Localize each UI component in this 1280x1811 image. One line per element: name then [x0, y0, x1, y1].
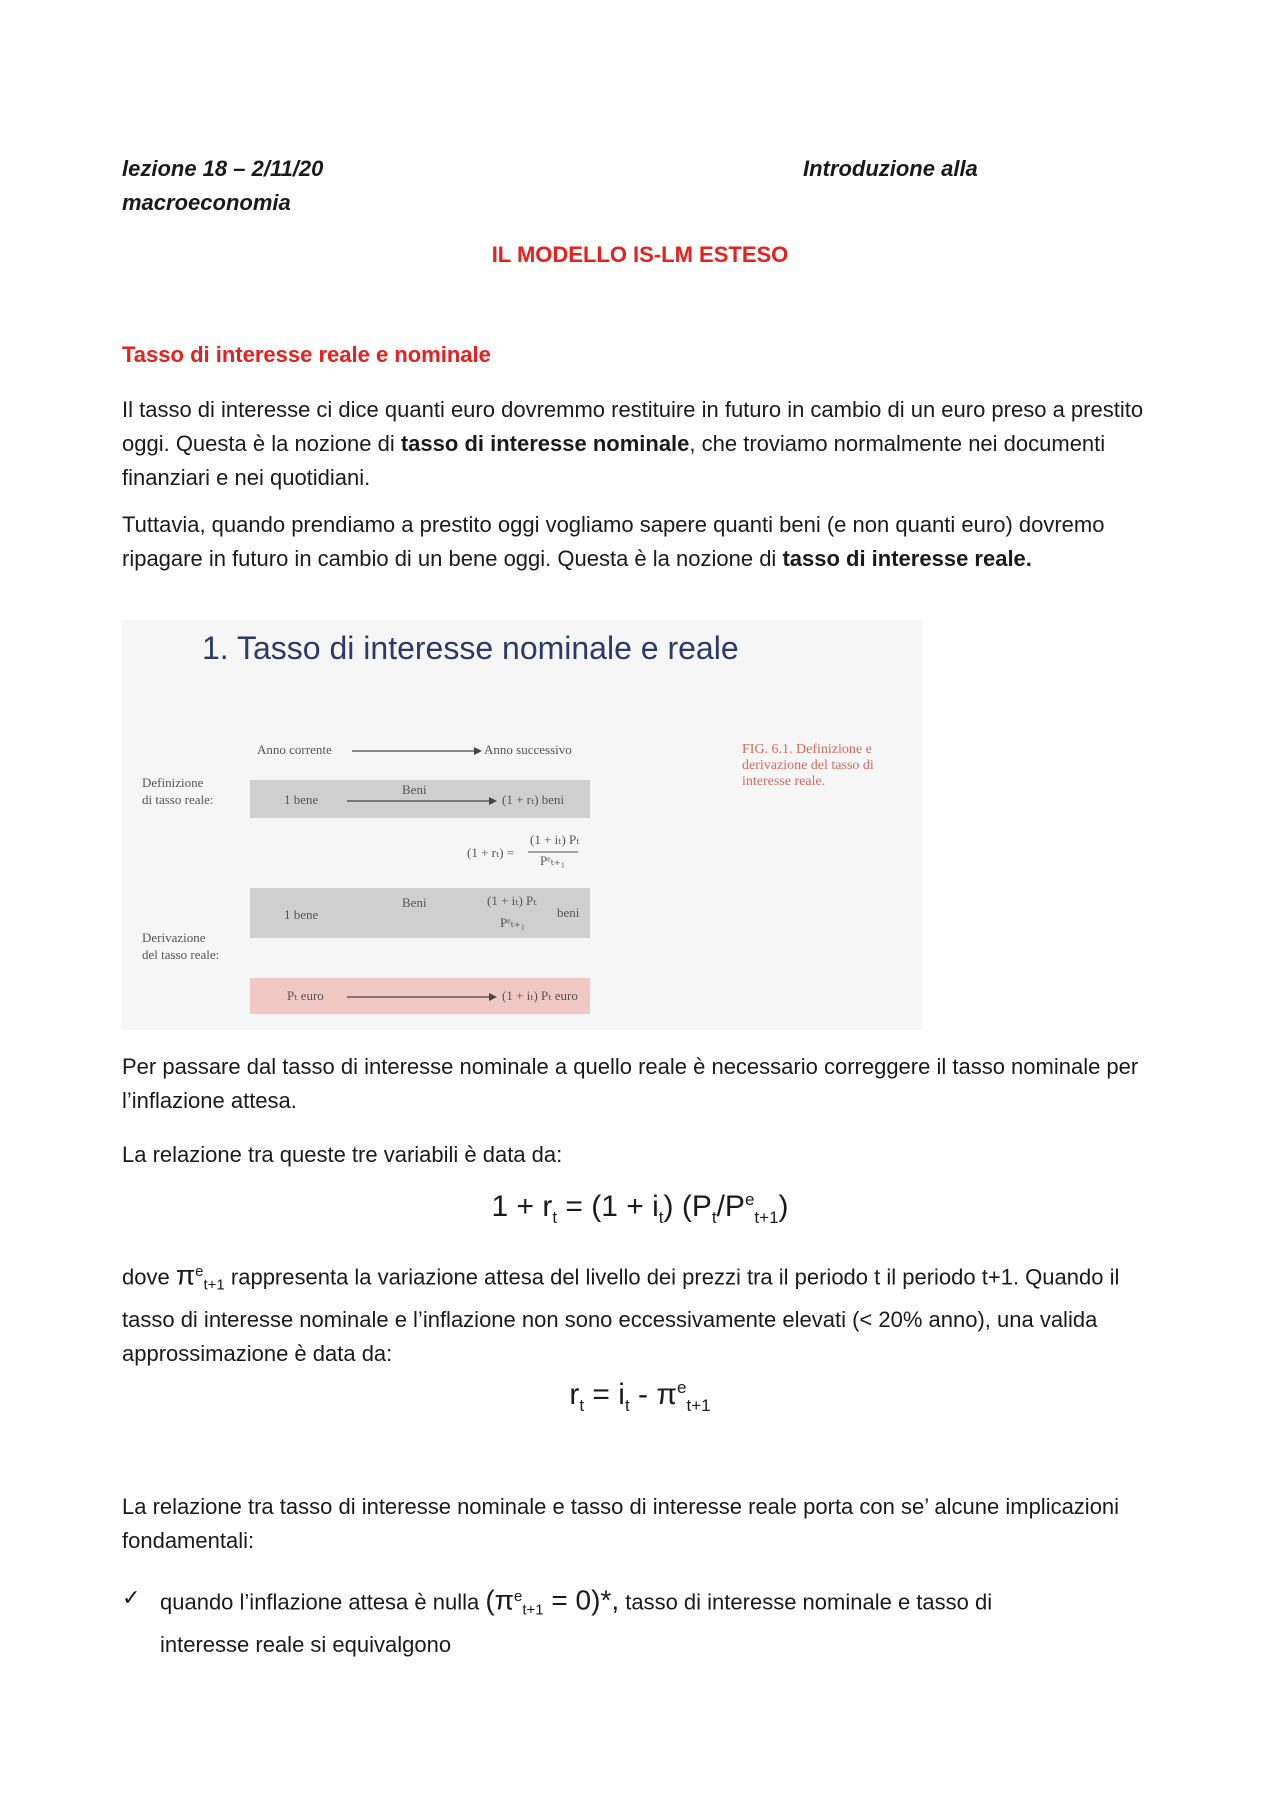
section-title: Tasso di interesse reale e nominale	[122, 342, 491, 367]
figure-title: 1. Tasso di interesse nominale e reale	[202, 630, 739, 666]
label-beni-1: Beni	[402, 782, 427, 797]
label-bene-2: 1 bene	[284, 907, 319, 922]
label-anno-corrente: Anno corrente	[257, 742, 332, 757]
label-derivazione: Derivazione	[142, 930, 206, 945]
header-course: Introduzione alla	[803, 156, 978, 181]
label-pt-euro: Pₜ euro	[287, 988, 324, 1003]
caption-line-3: interesse reale.	[742, 774, 826, 789]
figure-interest-rates	[122, 620, 922, 1030]
paragraph-nominal	[122, 393, 1172, 495]
equation-left: (1 + rₜ) =	[467, 845, 515, 860]
main-title: IL MODELLO IS-LM ESTESO	[491, 242, 789, 267]
p2-bold: tasso di interesse reale.	[782, 546, 1032, 571]
caption-line-2: derivazione del tasso di	[742, 758, 874, 773]
label-beni-2: Beni	[402, 895, 427, 910]
equation-numerator: (1 + iₜ) Pₜ	[530, 832, 580, 847]
bracket-denominator: Pᵉₜ₊₁	[500, 915, 526, 930]
p1-text-a: Il tasso di interesse ci dice quanti euro dovremmo restituire in futuro in cambio di un euro preso a prestito oggi. Questa è la nozione di	[122, 397, 1144, 456]
label-del-tasso-reale: del tasso reale:	[142, 947, 220, 962]
check-icon: ✓	[122, 1585, 141, 1610]
formula-exact: $1 + r_t = (1 + i_t)$ $(P_t/P^e_{t+1})$	[491, 1190, 789, 1227]
paragraph-pi-definition: dove $\pi^e_{t+1}$ rappresenta la variazione attesa del livello dei prezzi tra il periodo t il periodo t+1. Quando il tasso di interesse nominale e l’inflazione non sono eccessivamente elevati (< 20% anno), una valida approssimazione è data da:	[122, 1259, 1120, 1366]
bullet-item-1: quando l’inflazione attesa è nulla $(\pi^e_{t+1} = 0)*$, tasso di interesse nominale e tasso di interesse reale si equivalgono	[160, 1584, 993, 1657]
label-di-tasso-reale: di tasso reale:	[142, 792, 214, 807]
header-lesson: lezione 18 – 2/11/20	[122, 156, 324, 181]
label-result-euro: (1 + iₜ) Pₜ euro	[502, 988, 578, 1003]
arrow-right-icon	[347, 991, 497, 1003]
equation-denominator: Pᵉₜ₊₁	[540, 853, 566, 868]
formula-approx: $r_t = i_t - \pi^e_{t+1}$	[569, 1378, 711, 1415]
paragraph-implications: La relazione tra tasso di interesse nominale e tasso di interesse reale porta con se’ alcune implicazioni fondamentali:	[122, 1494, 1120, 1553]
paragraph-correction: Per passare dal tasso di interesse nominale a quello reale è necessario correggere il tasso nominale per l’inflazione attesa.	[122, 1054, 1139, 1113]
bracket-numerator: (1 + iₜ) Pₜ	[487, 893, 537, 908]
paragraph-relation: La relazione tra queste tre variabili è data da:	[122, 1142, 563, 1167]
label-bene-1: 1 bene	[284, 792, 319, 807]
label-anno-successivo: Anno successivo	[484, 742, 572, 757]
header-course-cont: macroeconomia	[122, 190, 291, 215]
arrow-right-icon	[352, 745, 482, 757]
arrow-right-icon	[347, 795, 497, 807]
caption-line-1: FIG. 6.1. Definizione e	[742, 742, 872, 757]
p1-text-c: , che troviamo normalmente nei documenti finanziari e nei quotidiani.	[122, 431, 1106, 490]
p2-text-a: Tuttavia, quando prendiamo a prestito oggi vogliamo sapere quanti beni (e non quanti euro) dovremo ripagare in futuro in cambio di un bene oggi. Questa è la nozione di	[122, 512, 1105, 571]
label-result-beni: (1 + rₜ) beni	[502, 792, 565, 807]
label-beni-after: beni	[557, 905, 580, 920]
p1-bold: tasso di interesse nominale	[400, 431, 690, 456]
label-definizione: Definizione	[142, 775, 204, 790]
paragraph-real	[122, 508, 1172, 576]
